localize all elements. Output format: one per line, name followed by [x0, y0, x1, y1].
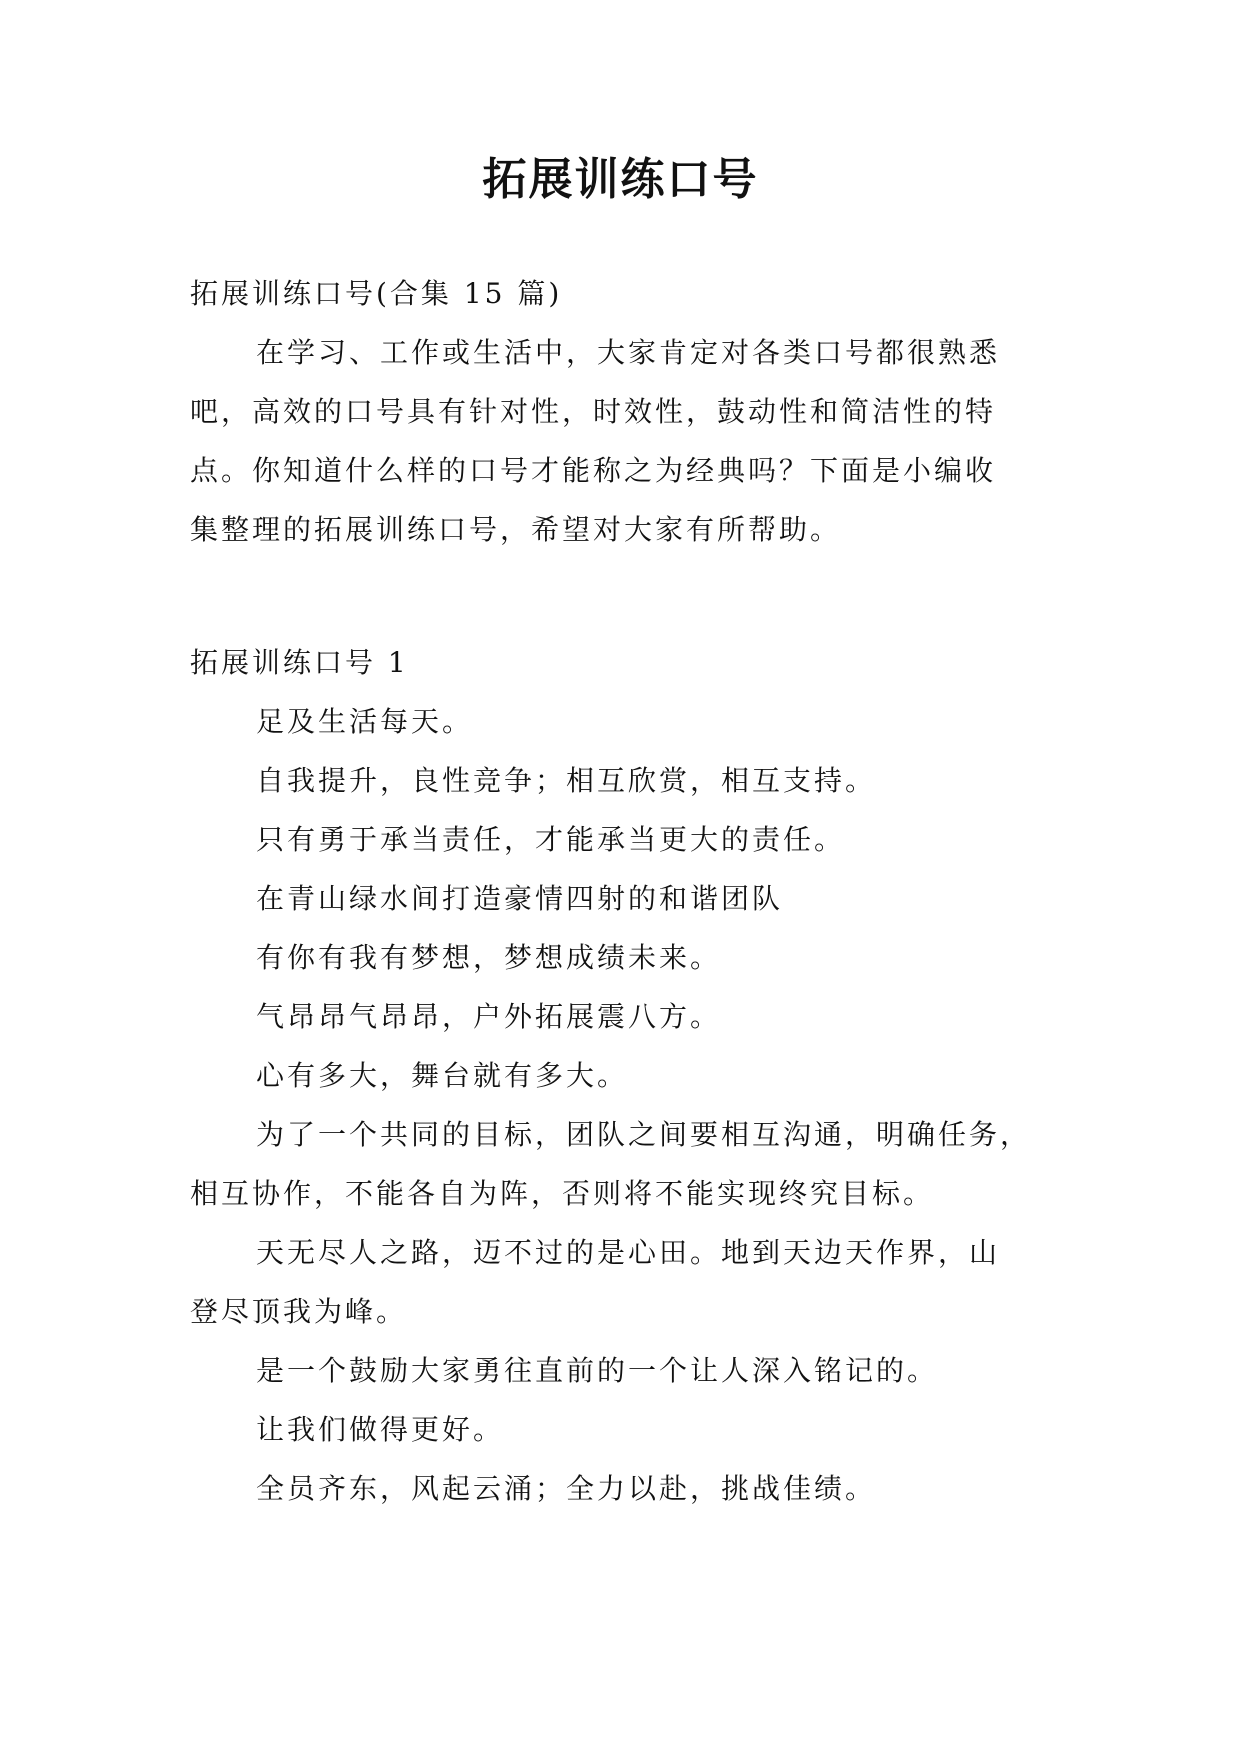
slogan-line: 让我们做得更好。 [256, 1413, 505, 1446]
document-subtitle: 拓展训练口号(合集 15 篇) [190, 277, 563, 310]
slogan-line: 天无尽人之路，迈不过的是心田。地到天边天作界，山 [256, 1236, 1001, 1269]
intro-line: 点。你知道什么样的口号才能称之为经典吗？下面是小编收 [190, 454, 997, 487]
slogan-line: 为了一个共同的目标，团队之间要相互沟通，明确任务， [256, 1118, 1032, 1151]
document-title: 拓展训练口号 [482, 154, 759, 205]
intro-line: 在学习、工作或生活中，大家肯定对各类口号都很熟悉 [256, 336, 1001, 369]
intro-paragraph [190, 323, 1052, 559]
slogan-line: 心有多大，舞台就有多大。 [256, 1059, 629, 1092]
slogan-line: 只有勇于承当责任，才能承当更大的责任。 [256, 823, 846, 856]
section-1 [190, 633, 1052, 1518]
intro-line: 吧，高效的口号具有针对性，时效性，鼓动性和简洁性的特 [190, 395, 997, 428]
intro-line: 集整理的拓展训练口号，希望对大家有所帮助。 [190, 513, 842, 546]
slogan-line: 自我提升，良性竞争；相互欣赏，相互支持。 [256, 764, 877, 797]
slogan-line: 气昂昂气昂昂，户外拓展震八方。 [256, 1000, 722, 1033]
slogan-line: 在青山绿水间打造豪情四射的和谐团队 [256, 882, 784, 915]
slogan-line: 有你有我有梦想，梦想成绩未来。 [256, 941, 722, 974]
document-subtitle-block [190, 264, 1052, 323]
slogan-line: 是一个鼓励大家勇往直前的一个让人深入铭记的。 [256, 1354, 939, 1387]
slogan-line: 足及生活每天。 [256, 705, 474, 738]
slogan-line: 全员齐东，风起云涌；全力以赴，挑战佳绩。 [256, 1472, 877, 1505]
section-heading: 拓展训练口号 1 [190, 646, 409, 679]
slogan-line-continuation: 登尽顶我为峰。 [190, 1295, 408, 1328]
slogan-line-continuation: 相互协作，不能各自为阵，否则将不能实现终究目标。 [190, 1177, 935, 1210]
